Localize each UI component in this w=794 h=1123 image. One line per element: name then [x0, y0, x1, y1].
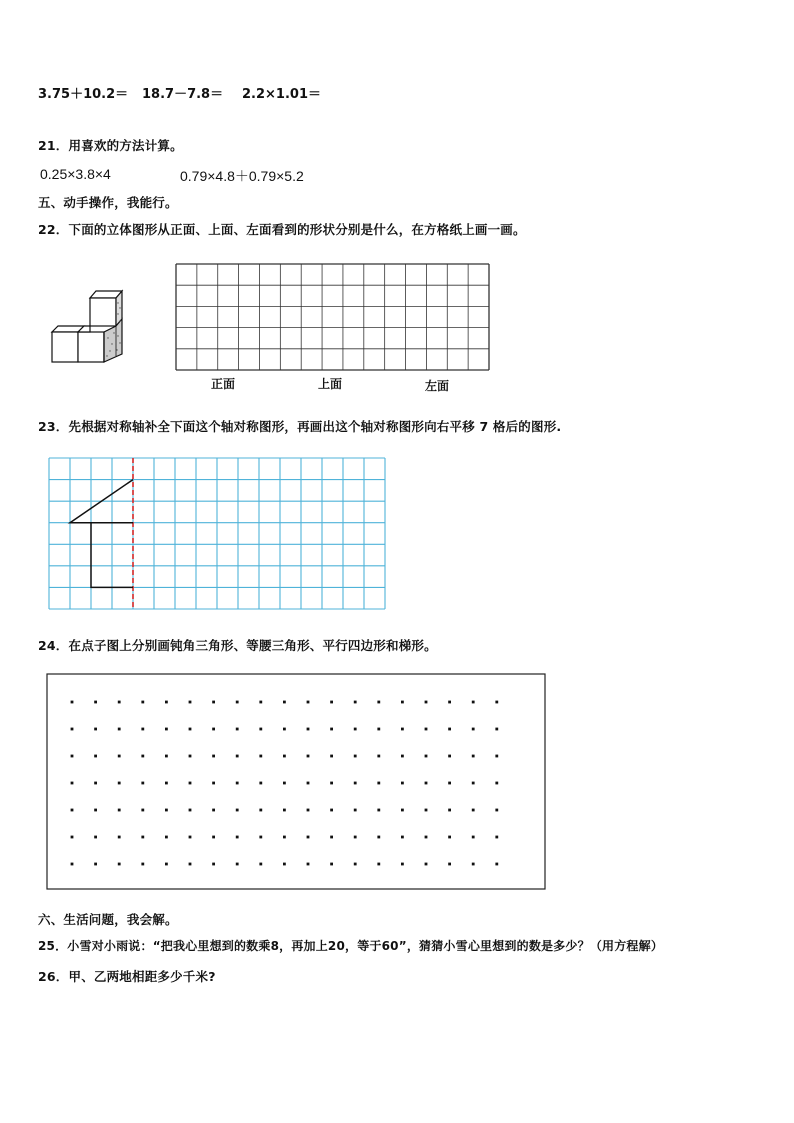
dot-grid-border: [47, 674, 545, 889]
grid-dot: [283, 701, 286, 704]
grid-dot: [189, 782, 192, 785]
grid-dot: [448, 809, 451, 812]
grid-dot: [401, 728, 404, 731]
grid-dot: [401, 701, 404, 704]
grid-dot: [141, 782, 144, 785]
grid-dot: [71, 701, 74, 704]
grid-dot: [212, 728, 215, 731]
grid-dot: [189, 728, 192, 731]
grid-dot: [212, 755, 215, 758]
symmetry-grid[interactable]: [48, 457, 386, 609]
grid-dot: [259, 728, 262, 731]
grid-dot: [472, 809, 475, 812]
grid-dot: [71, 782, 74, 785]
grid-dot: [165, 782, 168, 785]
grid-dot: [118, 755, 121, 758]
grid-dot: [425, 701, 428, 704]
grid-dot: [401, 863, 404, 866]
grid-dot: [259, 782, 262, 785]
q25-title: 25．小雪对小雨说：“把我心里想到的数乘8，再加上20，等于60”，猜猜小雪心里想到的数是多少？（用方程解）: [38, 939, 664, 953]
grid-dot: [448, 755, 451, 758]
grid-dot: [472, 782, 475, 785]
q26-title: 26．甲、乙两地相距多少千米?: [38, 969, 216, 984]
grid-dot: [141, 809, 144, 812]
grid-dot: [425, 836, 428, 839]
grid-dot: [259, 863, 262, 866]
grid-dot: [495, 782, 498, 785]
grid-dot: [495, 728, 498, 731]
grid-dot: [354, 701, 357, 704]
q21-expr-2: 0.79×4.8＋0.79×5.2: [180, 168, 304, 184]
grid-dot: [141, 728, 144, 731]
grid-dot: [448, 701, 451, 704]
grid-dot: [118, 809, 121, 812]
grid-dot: [236, 755, 239, 758]
grid-dot: [401, 782, 404, 785]
grid-dot: [94, 728, 97, 731]
grid-dot: [425, 809, 428, 812]
grid-dot: [377, 809, 380, 812]
grid-dot: [165, 809, 168, 812]
grid-dot: [495, 701, 498, 704]
grid-dot: [189, 863, 192, 866]
grid-dot: [165, 701, 168, 704]
grid-dot: [94, 755, 97, 758]
grid-dot: [118, 701, 121, 704]
grid-dot: [259, 701, 262, 704]
grid-dot: [330, 755, 333, 758]
q21-title: 21．用喜欢的方法计算。: [38, 138, 183, 153]
grid-dot: [141, 836, 144, 839]
grid-dot: [94, 782, 97, 785]
grid-dot: [307, 836, 310, 839]
grid-dot: [330, 809, 333, 812]
grid-dot: [307, 863, 310, 866]
grid-dot: [472, 728, 475, 731]
grid-dot: [236, 701, 239, 704]
grid-dot: [189, 701, 192, 704]
grid-dot: [259, 836, 262, 839]
grid-dot: [189, 836, 192, 839]
grid-dot: [354, 836, 357, 839]
grid-dot: [307, 701, 310, 704]
grid-dot: [212, 809, 215, 812]
grid-dot: [401, 809, 404, 812]
grid-dot: [495, 836, 498, 839]
grid-dot: [94, 701, 97, 704]
grid-dot: [401, 836, 404, 839]
grid-dot: [283, 782, 286, 785]
grid-dot: [472, 836, 475, 839]
calc-item-2: 18.7－7.8＝: [142, 87, 224, 102]
grid-dot: [307, 809, 310, 812]
grid-dot: [71, 809, 74, 812]
grid-dot: [354, 728, 357, 731]
section-5-heading: 五、动手操作，我能行。: [38, 195, 178, 210]
grid-dot: [495, 755, 498, 758]
grid-dot: [141, 863, 144, 866]
grid-dot: [448, 836, 451, 839]
grid-dot: [307, 755, 310, 758]
grid-dot: [118, 863, 121, 866]
q22-title: 22．下面的立体图形从正面、上面、左面看到的形状分别是什么，在方格纸上画一画。: [38, 222, 526, 237]
q21-expr-1: 0.25×3.8×4: [40, 166, 111, 182]
view-drawing-grid[interactable]: [175, 263, 490, 371]
grid-dot: [283, 863, 286, 866]
grid-dot: [283, 836, 286, 839]
grid-dot: [472, 863, 475, 866]
grid-dot: [212, 836, 215, 839]
grid-dot: [283, 809, 286, 812]
grid-dot: [189, 755, 192, 758]
grid-dot: [94, 863, 97, 866]
grid-dot: [330, 782, 333, 785]
label-left-view: 左面: [425, 379, 450, 393]
grid-dot: [165, 836, 168, 839]
grid-dot: [236, 809, 239, 812]
grid-dot: [94, 809, 97, 812]
grid-dot: [401, 755, 404, 758]
grid-dot: [212, 863, 215, 866]
grid-dot: [495, 809, 498, 812]
cube-figure: [50, 288, 130, 368]
grid-dot: [236, 863, 239, 866]
grid-dot: [377, 728, 380, 731]
grid-dot: [448, 728, 451, 731]
grid-dot: [425, 782, 428, 785]
grid-dot: [448, 782, 451, 785]
grid-dot: [165, 755, 168, 758]
grid-dot: [283, 728, 286, 731]
grid-dot: [165, 728, 168, 731]
label-front-view: 正面: [211, 377, 236, 391]
grid-dot: [354, 782, 357, 785]
grid-dot: [259, 809, 262, 812]
grid-dot: [141, 701, 144, 704]
grid-dot: [236, 836, 239, 839]
dot-grid[interactable]: [46, 673, 546, 891]
grid-dot: [330, 863, 333, 866]
grid-dot: [118, 728, 121, 731]
grid-dot: [283, 755, 286, 758]
grid-dot: [236, 782, 239, 785]
calc-item-1: 3.75＋10.2＝: [38, 87, 129, 102]
q24-title: 24．在点子图上分别画钝角三角形、等腰三角形、平行四边形和梯形。: [38, 638, 437, 653]
grid-dot: [425, 728, 428, 731]
grid-dot: [354, 755, 357, 758]
grid-dot: [472, 755, 475, 758]
grid-dot: [377, 863, 380, 866]
grid-dot: [448, 863, 451, 866]
grid-dot: [354, 809, 357, 812]
q23-title: 23．先根据对称轴补全下面这个轴对称图形，再画出这个轴对称图形向右平移 7 格后的图形.: [38, 419, 562, 434]
grid-dot: [212, 782, 215, 785]
grid-dot: [354, 863, 357, 866]
grid-dot: [472, 701, 475, 704]
grid-dot: [495, 863, 498, 866]
grid-dot: [377, 755, 380, 758]
grid-dot: [377, 782, 380, 785]
grid-dot: [307, 782, 310, 785]
calc-item-3: 2.2×1.01＝: [242, 87, 321, 102]
grid-dot: [307, 728, 310, 731]
grid-dot: [94, 836, 97, 839]
grid-dot: [118, 836, 121, 839]
grid-dot: [71, 863, 74, 866]
label-top-view: 上面: [318, 377, 343, 391]
grid-dot: [330, 728, 333, 731]
grid-dot: [189, 809, 192, 812]
grid-dot: [377, 836, 380, 839]
grid-dot: [330, 701, 333, 704]
grid-dot: [141, 755, 144, 758]
grid-dot: [259, 755, 262, 758]
grid-dot: [425, 755, 428, 758]
section-6-heading: 六、生活问题，我会解。: [38, 912, 178, 927]
grid-dot: [71, 755, 74, 758]
grid-dot: [71, 728, 74, 731]
grid-dot: [236, 728, 239, 731]
grid-dot: [425, 863, 428, 866]
grid-dot: [330, 836, 333, 839]
grid-dot: [165, 863, 168, 866]
grid-dot: [71, 836, 74, 839]
grid-dot: [377, 701, 380, 704]
grid-dot: [118, 782, 121, 785]
grid-dot: [212, 701, 215, 704]
